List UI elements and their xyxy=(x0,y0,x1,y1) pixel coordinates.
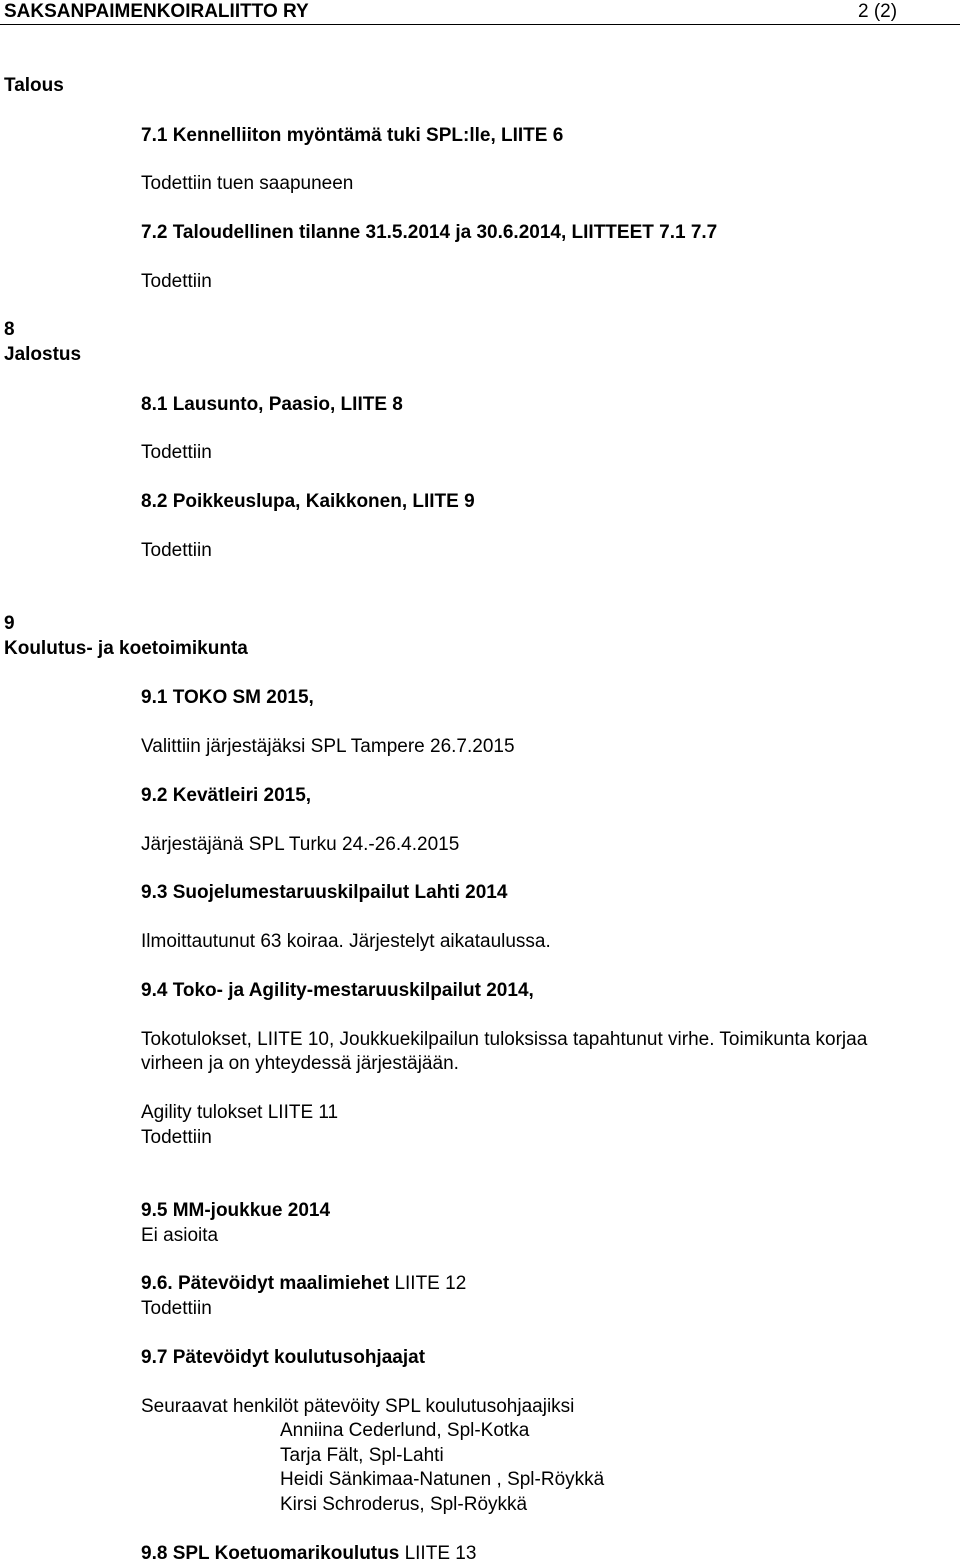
item-8-1-text: Todettiin xyxy=(141,442,212,463)
item-9-6-text: Todettiin xyxy=(141,1298,212,1319)
item-9-3-text: Ilmoittautunut 63 koiraa. Järjestelyt aikataulussa. xyxy=(141,931,551,952)
item-9-4-text: Todettiin xyxy=(141,1127,212,1148)
org-name: SAKSANPAIMENKOIRALIITTO RY xyxy=(4,1,309,22)
item-8-1-title: 8.1 Lausunto, Paasio, LIITE 8 xyxy=(141,394,403,415)
section-heading-talous: Talous xyxy=(4,75,64,96)
item-9-7-intro: Seuraavat henkilöt pätevöity SPL koulutusohjaajiksi xyxy=(141,1396,575,1417)
item-7-1-title: 7.1 Kennelliiton myöntämä tuki SPL:lle, LIITE 6 xyxy=(141,125,564,146)
item-9-8-title xyxy=(141,1542,476,1566)
item-7-2-text: Todettiin xyxy=(141,271,212,292)
page-number: 2 (2) xyxy=(858,1,898,22)
section-number-8: 8 xyxy=(4,319,15,340)
item-9-3-title: 9.3 Suojelumestaruuskilpailut Lahti 2014 xyxy=(141,882,508,903)
item-9-8-title-bold: 9.8 SPL Koetuomarikoulutus xyxy=(141,1543,400,1564)
item-9-4-text-line1: Tokotulokset, LIITE 10, Joukkuekilpailun tuloksissa tapahtunut virhe. Toimikunta korjaa xyxy=(141,1029,868,1050)
item-9-6-title-rest: LIITE 12 xyxy=(389,1273,467,1294)
item-9-1-title: 9.1 TOKO SM 2015, xyxy=(141,687,314,708)
item-9-4-text-line2: virheen ja on yhteydessä järjestäjään. xyxy=(141,1053,459,1074)
section-number-9: 9 xyxy=(4,613,15,634)
item-8-2-text: Todettiin xyxy=(141,540,212,561)
person-list-item: Kirsi Schroderus, Spl-Röykkä xyxy=(280,1494,528,1515)
item-9-6-title-bold: 9.6. Pätevöidyt maalimiehet xyxy=(141,1273,390,1294)
item-9-2-title: 9.2 Kevätleiri 2015, xyxy=(141,785,312,806)
item-7-1-text: Todettiin tuen saapuneen xyxy=(141,173,354,194)
item-9-8-title-rest: LIITE 13 xyxy=(399,1543,477,1564)
item-9-7-title: 9.7 Pätevöidyt koulutusohjaajat xyxy=(141,1347,426,1368)
person-list-item: Anniina Cederlund, Spl-Kotka xyxy=(280,1420,530,1441)
item-8-2-title: 8.2 Poikkeuslupa, Kaikkonen, LIITE 9 xyxy=(141,491,475,512)
person-list-item: Heidi Sänkimaa-Natunen , Spl-Röykkä xyxy=(280,1469,605,1490)
section-heading-koulutus: Koulutus- ja koetoimikunta xyxy=(4,638,248,659)
section-heading-jalostus: Jalostus xyxy=(4,344,82,365)
item-9-4-agility: Agility tulokset LIITE 11 xyxy=(141,1102,339,1123)
person-list-item: Tarja Fält, Spl-Lahti xyxy=(280,1445,444,1466)
item-9-6-title xyxy=(141,1272,466,1296)
item-7-2-title: 7.2 Taloudellinen tilanne 31.5.2014 ja 30.6.2014, LIITTEET 7.1 7.7 xyxy=(141,222,718,243)
item-9-2-text: Järjestäjänä SPL Turku 24.-26.4.2015 xyxy=(141,834,460,855)
page-header xyxy=(0,0,960,25)
item-9-5-title: 9.5 MM-joukkue 2014 xyxy=(141,1200,331,1221)
item-9-1-text: Valittiin järjestäjäksi SPL Tampere 26.7.2015 xyxy=(141,736,515,757)
item-9-5-text: Ei asioita xyxy=(141,1225,219,1246)
item-9-4-title: 9.4 Toko- ja Agility-mestaruuskilpailut 2014, xyxy=(141,980,534,1001)
